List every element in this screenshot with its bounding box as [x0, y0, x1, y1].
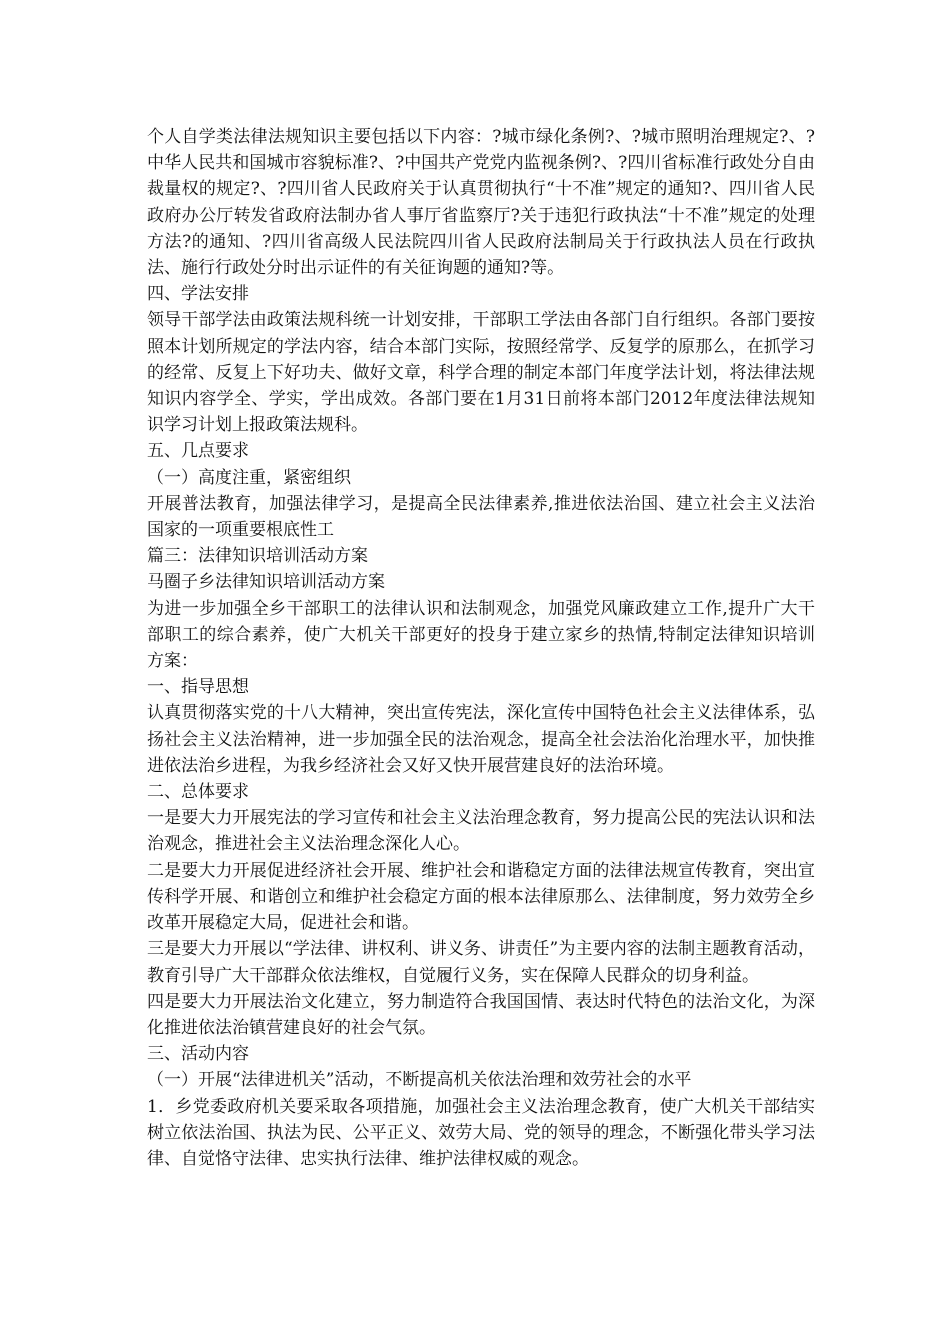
- document-title: 马圈子乡法律知识培训活动方案: [147, 572, 385, 593]
- heading-requirements: 五、几点要求: [147, 441, 249, 462]
- paragraph-study-arrangement: 领导干部学法由政策法规科统一计划安排，干部职工学法由各部门自行组织。各部门要按照本计划所规定的学法内容，结合本部门实际，按照经常学、反复学的原那么，在抓学习的经常、反复上下好功夫、做好文章，科学合理的制定本部门年度学法计划，将法律法规知识内容学全、学实，学出成效。各部门要在1月31日前将本部门2012年度法律法规知识学习计划上报政策法规科。: [147, 310, 815, 436]
- heading-study-arrangement: 四、学法安排: [147, 284, 249, 305]
- subheading-organization: （一）高度注重，紧密组织: [147, 467, 351, 488]
- paragraph-requirement-three: 三是要大力开展以“学法律、讲权利、讲义务、讲责任”为主要内容的法制主题教育活动，教育引导广大干部群众依法维权，自觉履行义务，实在保障人民群众的切身利益。: [147, 939, 815, 986]
- paragraph-introduction: 为进一步加强全乡干部职工的法律认识和法制观念，加强党风廉政建立工作,提升广大干部职工的综合素养，使广大机关干部更好的投身于建立家乡的热情,特制定法律知识培训方案：: [147, 598, 815, 672]
- paragraph-requirement-four: 四是要大力开展法治文化建立，努力制造符合我国国情、表达时代特色的法治文化，为深化推进依法治镇营建良好的社会气氛。: [147, 991, 815, 1038]
- paragraph-legal-education: 开展普法教育，加强法律学习，是提高全民法律素养,推进依法治国、建立社会主义法治国家的一项重要根底性工: [147, 493, 815, 541]
- heading-activity-content: 三、活动内容: [147, 1044, 249, 1065]
- paragraph-requirement-two: 二是要大力开展促进经济社会开展、维护社会和谐稳定方面的法律法规宣传教育，突出宣传科学开展、和谐创立和维护社会稳定方面的根本法律原那么、法律制度，努力效劳全乡改革开展稳定大局，促进社会和谐。: [147, 860, 815, 934]
- heading-overall-requirements: 二、总体要求: [147, 782, 249, 803]
- paragraph-item-one: 1．乡党委政府机关要采取各项措施，加强社会主义法治理念教育，使广大机关干部结实树立依法治国、执法为民、公平正义、效劳大局、党的领导的理念，不断强化带头学习法律、自觉恪守法律、忠实执行法律、维护法律权威的观念。: [147, 1096, 815, 1169]
- heading-guiding-ideology: 一、指导思想: [147, 677, 249, 698]
- section-title-part-three: 篇三：法律知识培训活动方案: [147, 546, 368, 567]
- paragraph-self-study-content: 个人自学类法律法规知识主要包括以下内容：?城市绿化条例?、?城市照明治理规定?、?中华人民共和国城市容貌标准?、?中国共产党党内监视条例?、?四川省标准行政处分自由裁量权的规定?、?四川省人民政府关于认真贯彻执行“十不准”规定的通知?、四川省人民政府办公厅转发省政府法制办省人事厅省监察厅?关于违犯行政执法“十不准”规定的处理方法?的通知、?四川省高级人民法院四川省人民政府法制局关于行政执法人员在行政执法、施行行政处分时出示证件的有关征询题的通知?等。: [147, 127, 815, 279]
- paragraph-guiding-ideology: 认真贯彻落实党的十八大精神，突出宣传宪法，深化宣传中国特色社会主义法律体系，弘扬社会主义法治精神，进一步加强全民的法治观念，提高全社会法治化治理水平，加快推进依法治乡进程，为我乡经济社会又好又快开展营建良好的法治环境。: [147, 703, 815, 776]
- subheading-law-into-agencies: （一）开展“法律进机关”活动，不断提高机关依法治理和效劳社会的水平: [147, 1070, 692, 1091]
- document-body: [147, 124, 815, 1172]
- paragraph-requirement-one: 一是要大力开展宪法的学习宣传和社会主义法治理念教育，努力提高公民的宪法认识和法治观念，推进社会主义法治理念深化人心。: [147, 808, 815, 855]
